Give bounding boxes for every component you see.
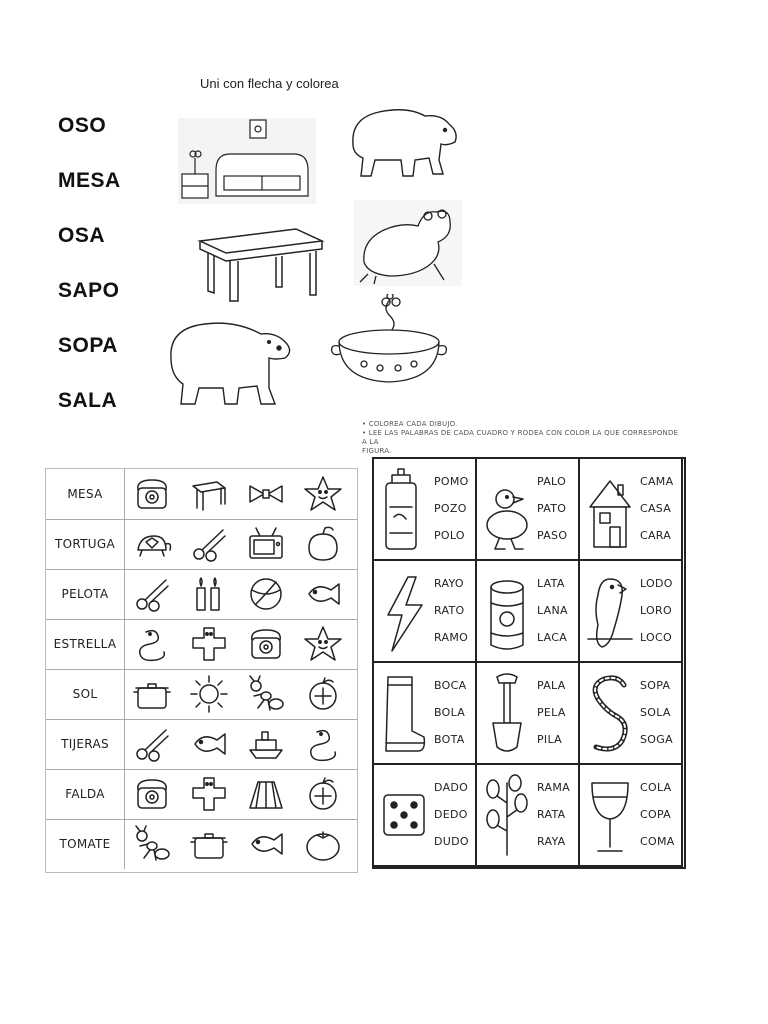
row-word-label: PELOTA (46, 569, 125, 619)
word-option[interactable]: PALO (537, 475, 567, 488)
word-option[interactable]: COPA (640, 808, 671, 821)
word-option[interactable]: PELA (537, 706, 566, 719)
star-icon[interactable] (303, 624, 343, 664)
can-icon (481, 569, 533, 655)
pot-icon[interactable] (189, 824, 229, 864)
worksheet-cell (477, 663, 580, 765)
fish-icon[interactable] (246, 824, 286, 864)
word-option[interactable]: SOGA (640, 733, 673, 746)
boot-icon (378, 671, 430, 757)
row-word-label: TIJERAS (46, 719, 125, 769)
word-option[interactable]: CASA (640, 502, 672, 515)
table-row (46, 519, 357, 570)
ant-icon[interactable] (246, 674, 286, 714)
soup-pot-picture (330, 294, 448, 390)
word-option[interactable]: LACA (537, 631, 568, 644)
orange-icon[interactable] (303, 774, 343, 814)
word-option[interactable]: DEDO (434, 808, 468, 821)
table-row (46, 819, 357, 869)
word-option[interactable]: RAYA (537, 835, 566, 848)
word-option[interactable]: BOTA (434, 733, 465, 746)
turtle-icon[interactable] (132, 524, 172, 564)
pot-icon[interactable] (132, 674, 172, 714)
worksheet-note-2: • LEE LAS PALABRAS DE CADA CUADRO Y RODEA CON COLOR LA QUE CORRESPONDE A LA (362, 429, 679, 446)
ship-icon[interactable] (246, 724, 286, 764)
table-icon[interactable] (189, 474, 229, 514)
word-oso: OSO (58, 114, 107, 137)
word-option[interactable]: DUDO (434, 835, 469, 848)
row-word-label: TOMATE (46, 819, 125, 869)
word-option[interactable]: CAMA (640, 475, 674, 488)
word-option[interactable]: PATO (537, 502, 567, 515)
scissors-icon[interactable] (189, 524, 229, 564)
word-option[interactable]: LANA (537, 604, 568, 617)
worksheet-cell (580, 459, 683, 561)
cross-character-icon[interactable] (189, 774, 229, 814)
scissors-icon[interactable] (132, 724, 172, 764)
word-option[interactable]: RAYO (434, 577, 464, 590)
worksheet-cell (580, 561, 683, 663)
row-word-label: TORTUGA (46, 519, 125, 569)
worksheet-cell (477, 459, 580, 561)
shovel-icon (481, 671, 533, 757)
wine-glass-icon (584, 773, 636, 859)
scissors-icon[interactable] (132, 574, 172, 614)
row-word-label: MESA (46, 469, 125, 519)
table-row (46, 619, 357, 670)
cross-character-icon[interactable] (189, 624, 229, 664)
candles-icon[interactable] (189, 574, 229, 614)
worksheet-cell (374, 459, 477, 561)
word-option[interactable]: RATO (434, 604, 465, 617)
word-option[interactable]: POMO (434, 475, 469, 488)
word-option[interactable]: LODO (640, 577, 673, 590)
bear-cub-picture (165, 318, 295, 410)
word-option[interactable]: BOLA (434, 706, 466, 719)
television-icon[interactable] (246, 524, 286, 564)
table-row (46, 469, 357, 520)
table-row (46, 669, 357, 720)
word-option[interactable]: PASO (537, 529, 568, 542)
telephone-icon[interactable] (246, 624, 286, 664)
fish-icon[interactable] (189, 724, 229, 764)
duck-icon (481, 467, 533, 553)
table-row (46, 719, 357, 770)
word-option[interactable]: LORO (640, 604, 672, 617)
orange-icon[interactable] (303, 674, 343, 714)
worksheet-note-1: • COLOREA CADA DIBUJO. (362, 420, 458, 428)
word-option[interactable]: RATA (537, 808, 566, 821)
branch-icon (481, 773, 533, 859)
word-option[interactable]: COMA (640, 835, 675, 848)
row-word-label: SOL (46, 669, 125, 719)
ant-icon[interactable] (132, 824, 172, 864)
worksheet-cell (477, 561, 580, 663)
parrot-icon (584, 569, 636, 655)
worksheet-instructions (362, 420, 682, 456)
worksheet-note-3: FIGURA. (362, 447, 392, 455)
word-option[interactable]: RAMA (537, 781, 570, 794)
word-option[interactable]: BOCA (434, 679, 467, 692)
telephone-icon[interactable] (132, 774, 172, 814)
house-icon (584, 467, 636, 553)
telephone-icon[interactable] (132, 474, 172, 514)
tomato-icon[interactable] (303, 824, 343, 864)
worksheet-grid (372, 457, 686, 869)
star-icon[interactable] (303, 474, 343, 514)
worksheet-cell (580, 765, 683, 867)
word-option[interactable]: PILA (537, 733, 562, 746)
fish-icon[interactable] (303, 574, 343, 614)
word-option[interactable]: CARA (640, 529, 672, 542)
word-sala: SALA (58, 389, 118, 412)
snake-icon[interactable] (303, 724, 343, 764)
word-option[interactable]: COLA (640, 781, 672, 794)
word-mesa: MESA (58, 169, 121, 192)
living-room-picture (178, 118, 316, 204)
rope-icon (584, 671, 636, 757)
instruction-text: Uni con flecha y colorea (200, 76, 339, 91)
word-option[interactable]: RAMO (434, 631, 469, 644)
table-picture (196, 225, 326, 303)
word-option[interactable]: SOPA (640, 679, 671, 692)
word-osa: OSA (58, 224, 106, 247)
word-option[interactable]: SOLA (640, 706, 671, 719)
word-option[interactable]: LATA (537, 577, 565, 590)
worksheet-cell (580, 663, 683, 765)
table-row (46, 769, 357, 820)
row-word-label: FALDA (46, 769, 125, 819)
worksheet-cell (374, 663, 477, 765)
word-sapo: SAPO (58, 279, 120, 302)
word-option[interactable]: PALA (537, 679, 566, 692)
word-option[interactable]: POLO (434, 529, 465, 542)
dice-icon (378, 773, 430, 859)
worksheet-cell (374, 561, 477, 663)
table-row (46, 569, 357, 620)
bear-picture (345, 102, 461, 182)
bow-tie-icon[interactable] (246, 474, 286, 514)
row-word-label: ESTRELLA (46, 619, 125, 669)
sun-icon[interactable] (189, 674, 229, 714)
worksheet-cell (374, 765, 477, 867)
ball-icon[interactable] (246, 574, 286, 614)
glue-bottle-icon (378, 467, 430, 553)
peach-icon[interactable] (303, 524, 343, 564)
word-picture-table (45, 468, 358, 873)
skirt-icon[interactable] (246, 774, 286, 814)
word-choice-worksheet (358, 412, 684, 868)
word-sopa: SOPA (58, 334, 118, 357)
snake-icon[interactable] (132, 624, 172, 664)
word-option[interactable]: LOCO (640, 631, 672, 644)
lightning-icon (378, 569, 430, 655)
word-option[interactable]: DADO (434, 781, 469, 794)
worksheet-cell (477, 765, 580, 867)
word-option[interactable]: POZO (434, 502, 467, 515)
frog-picture (354, 200, 462, 286)
